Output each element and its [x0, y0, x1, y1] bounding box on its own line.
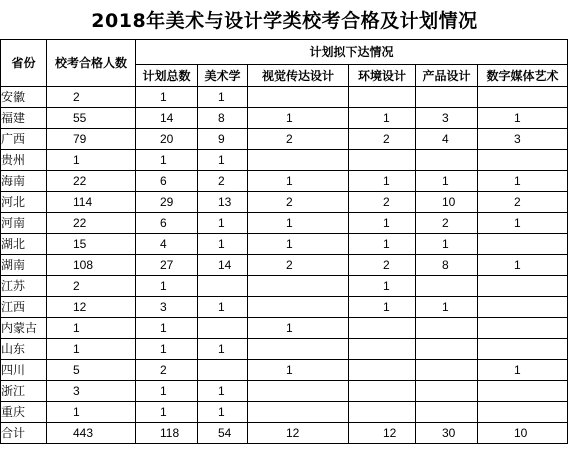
province-cell: 湖北 — [1, 234, 47, 255]
visual-design-cell — [248, 87, 349, 108]
env-design-cell: 1 — [349, 297, 416, 318]
province-cell: 内蒙古 — [1, 318, 47, 339]
digital-media-cell — [478, 234, 568, 255]
plan-total-cell: 1 — [136, 402, 198, 423]
header-visual-design: 视觉传达设计 — [248, 65, 349, 87]
visual-design-cell — [248, 150, 349, 171]
qualified-cell: 22 — [47, 171, 136, 192]
env-design-cell: 1 — [349, 171, 416, 192]
digital-media-cell — [478, 339, 568, 360]
fine-arts-cell: 1 — [198, 213, 248, 234]
qualified-cell: 443 — [47, 423, 136, 444]
product-design-cell — [416, 276, 478, 297]
qualified-cell: 2 — [47, 276, 136, 297]
env-design-cell: 1 — [349, 108, 416, 129]
province-cell: 江西 — [1, 297, 47, 318]
qualified-cell: 79 — [47, 129, 136, 150]
document-title: 2018年美术与设计学类校考合格及计划情况 — [91, 10, 478, 32]
plan-total-cell: 1 — [136, 150, 198, 171]
plan-total-cell: 1 — [136, 87, 198, 108]
visual-design-cell: 1 — [248, 318, 349, 339]
product-design-cell — [416, 381, 478, 402]
qualified-cell: 22 — [47, 213, 136, 234]
header-product-design: 产品设计 — [416, 65, 478, 87]
table-row — [1, 87, 568, 108]
fine-arts-cell: 1 — [198, 339, 248, 360]
fine-arts-cell: 13 — [198, 192, 248, 213]
header-province: 省份 — [1, 40, 47, 87]
province-cell: 江苏 — [1, 276, 47, 297]
fine-arts-cell: 1 — [198, 381, 248, 402]
env-design-cell — [349, 339, 416, 360]
plan-total-cell: 1 — [136, 339, 198, 360]
fine-arts-cell: 14 — [198, 255, 248, 276]
plan-table — [0, 39, 568, 444]
plan-total-cell: 1 — [136, 318, 198, 339]
digital-media-cell — [478, 402, 568, 423]
province-cell: 河南 — [1, 213, 47, 234]
qualified-cell: 1 — [47, 339, 136, 360]
digital-media-cell: 3 — [478, 129, 568, 150]
product-design-cell: 4 — [416, 129, 478, 150]
digital-media-cell: 1 — [478, 255, 568, 276]
fine-arts-cell: 1 — [198, 297, 248, 318]
province-cell: 湖南 — [1, 255, 47, 276]
visual-design-cell: 1 — [248, 108, 349, 129]
province-cell: 广西 — [1, 129, 47, 150]
table-row — [1, 234, 568, 255]
product-design-cell — [416, 87, 478, 108]
visual-design-cell: 1 — [248, 360, 349, 381]
fine-arts-cell: 8 — [198, 108, 248, 129]
visual-design-cell — [248, 381, 349, 402]
digital-media-cell: 1 — [478, 108, 568, 129]
env-design-cell: 12 — [349, 423, 416, 444]
header-env-design: 环境设计 — [349, 65, 416, 87]
digital-media-cell — [478, 381, 568, 402]
fine-arts-cell: 1 — [198, 150, 248, 171]
qualified-cell: 1 — [47, 402, 136, 423]
header-qualified: 校考合格人数 — [47, 40, 136, 87]
env-design-cell: 2 — [349, 255, 416, 276]
plan-total-cell: 20 — [136, 129, 198, 150]
plan-total-cell: 4 — [136, 234, 198, 255]
env-design-cell: 1 — [349, 276, 416, 297]
plan-total-cell: 29 — [136, 192, 198, 213]
fine-arts-cell: 1 — [198, 402, 248, 423]
visual-design-cell: 1 — [248, 171, 349, 192]
product-design-cell — [416, 150, 478, 171]
table-row — [1, 171, 568, 192]
table-row — [1, 318, 568, 339]
province-cell: 贵州 — [1, 150, 47, 171]
table-row — [1, 129, 568, 150]
plan-total-cell: 118 — [136, 423, 198, 444]
fine-arts-cell — [198, 360, 248, 381]
product-design-cell: 1 — [416, 234, 478, 255]
visual-design-cell — [248, 339, 349, 360]
province-cell: 四川 — [1, 360, 47, 381]
table-row — [1, 150, 568, 171]
qualified-cell: 1 — [47, 150, 136, 171]
product-design-cell: 1 — [416, 297, 478, 318]
table-body — [1, 87, 568, 444]
digital-media-cell — [478, 276, 568, 297]
table-row — [1, 339, 568, 360]
product-design-cell: 8 — [416, 255, 478, 276]
product-design-cell — [416, 318, 478, 339]
product-design-cell: 3 — [416, 108, 478, 129]
env-design-cell — [349, 360, 416, 381]
plan-total-cell: 6 — [136, 213, 198, 234]
env-design-cell — [349, 402, 416, 423]
header-fine-arts: 美术学 — [198, 65, 248, 87]
env-design-cell — [349, 87, 416, 108]
province-cell: 安徽 — [1, 87, 47, 108]
qualified-cell: 3 — [47, 381, 136, 402]
visual-design-cell: 12 — [248, 423, 349, 444]
fine-arts-cell: 54 — [198, 423, 248, 444]
qualified-cell: 12 — [47, 297, 136, 318]
province-cell: 福建 — [1, 108, 47, 129]
visual-design-cell: 1 — [248, 213, 349, 234]
digital-media-cell: 2 — [478, 192, 568, 213]
plan-total-cell: 27 — [136, 255, 198, 276]
fine-arts-cell: 9 — [198, 129, 248, 150]
table-row — [1, 255, 568, 276]
digital-media-cell: 1 — [478, 213, 568, 234]
digital-media-cell: 1 — [478, 171, 568, 192]
product-design-cell: 30 — [416, 423, 478, 444]
qualified-cell: 1 — [47, 318, 136, 339]
digital-media-cell: 10 — [478, 423, 568, 444]
env-design-cell: 2 — [349, 192, 416, 213]
table-row — [1, 213, 568, 234]
province-cell: 海南 — [1, 171, 47, 192]
province-cell: 合计 — [1, 423, 47, 444]
qualified-cell: 15 — [47, 234, 136, 255]
fine-arts-cell — [198, 276, 248, 297]
env-design-cell: 1 — [349, 213, 416, 234]
digital-media-cell — [478, 150, 568, 171]
table-row — [1, 360, 568, 381]
header-digital-media: 数字媒体艺术 — [478, 65, 568, 87]
plan-total-cell: 14 — [136, 108, 198, 129]
product-design-cell — [416, 402, 478, 423]
header-plan-group: 计划拟下达情况 — [136, 40, 568, 65]
digital-media-cell — [478, 297, 568, 318]
visual-design-cell: 2 — [248, 255, 349, 276]
visual-design-cell — [248, 276, 349, 297]
env-design-cell — [349, 150, 416, 171]
province-cell: 河北 — [1, 192, 47, 213]
digital-media-cell — [478, 318, 568, 339]
visual-design-cell: 2 — [248, 192, 349, 213]
visual-design-cell — [248, 402, 349, 423]
product-design-cell: 1 — [416, 171, 478, 192]
table-total-row — [1, 423, 568, 444]
product-design-cell: 2 — [416, 213, 478, 234]
env-design-cell: 2 — [349, 129, 416, 150]
table-row — [1, 297, 568, 318]
visual-design-cell: 2 — [248, 129, 349, 150]
province-cell: 浙江 — [1, 381, 47, 402]
visual-design-cell: 1 — [248, 234, 349, 255]
plan-total-cell: 3 — [136, 297, 198, 318]
fine-arts-cell: 2 — [198, 171, 248, 192]
table-row — [1, 192, 568, 213]
province-cell: 山东 — [1, 339, 47, 360]
qualified-cell: 114 — [47, 192, 136, 213]
fine-arts-cell — [198, 318, 248, 339]
qualified-cell: 108 — [47, 255, 136, 276]
qualified-cell: 5 — [47, 360, 136, 381]
plan-total-cell: 1 — [136, 276, 198, 297]
table-row — [1, 402, 568, 423]
product-design-cell — [416, 360, 478, 381]
digital-media-cell — [478, 87, 568, 108]
qualified-cell: 2 — [47, 87, 136, 108]
table-row — [1, 108, 568, 129]
province-cell: 重庆 — [1, 402, 47, 423]
visual-design-cell — [248, 297, 349, 318]
fine-arts-cell: 1 — [198, 234, 248, 255]
fine-arts-cell: 1 — [198, 87, 248, 108]
header-plan-total: 计划总数 — [136, 65, 198, 87]
env-design-cell — [349, 381, 416, 402]
env-design-cell — [349, 318, 416, 339]
env-design-cell: 1 — [349, 234, 416, 255]
plan-total-cell: 1 — [136, 381, 198, 402]
plan-total-cell: 2 — [136, 360, 198, 381]
table-row — [1, 381, 568, 402]
digital-media-cell: 1 — [478, 360, 568, 381]
table-row — [1, 276, 568, 297]
product-design-cell — [416, 339, 478, 360]
product-design-cell: 10 — [416, 192, 478, 213]
plan-total-cell: 6 — [136, 171, 198, 192]
qualified-cell: 55 — [47, 108, 136, 129]
